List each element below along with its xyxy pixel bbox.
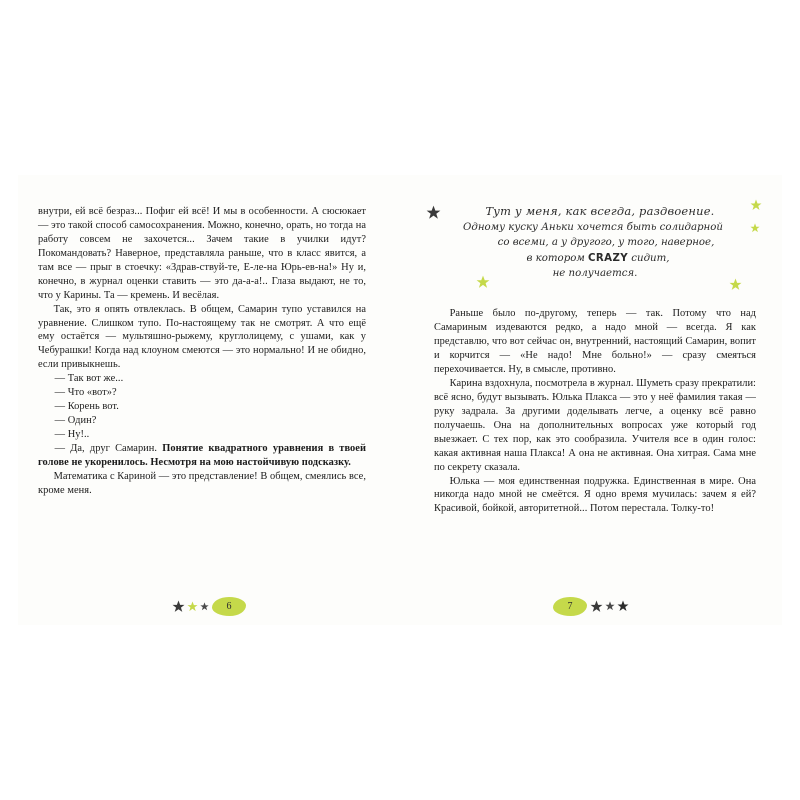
dialog-line: — Что «вот»?: [54, 387, 117, 399]
star-icon: [590, 600, 603, 613]
paragraph-bold-text: Понятие квадратного уравнения в твоей голове не укоренилось. Несмотря на мою настойчивую подсказку.: [38, 442, 366, 468]
star-icon: [426, 205, 441, 220]
folio-group: [172, 597, 246, 616]
star-icon: [750, 199, 762, 211]
paragraph: внутри, ей всё безраз... Пофиг ей всё! И мы в особенности. А сюсюкает — это такой способ самосохранения. Можно, конечно, орать, но тогда на работу совсем не захочется... Зачем такие в училки идут? Покомандовать? Наверное, представляла раньше, что в класс явится, а там все — прыг в стоечку: «Здрав-ствуй-те, Е-ле-на Юрь-ев-на!» Ну и, конечно, в журнал оценки ставить — это да-а-а!.. Глаза выдают, не то, что у Карины. Та — кремень. И весёлая.: [38, 206, 366, 301]
left-page-footer: [18, 593, 400, 619]
paragraph: Раньше было по-другому, теперь — так. Потому что над Самариным издеваются редко, а надо мной — всегда. Я как представлю, что вот сейчас он, внутренний, настоящий Самарин, вопит и корчится — «Не надо! Мне больно!» — сразу смеяться перехочивается. Ну, в смысле, противно.: [434, 308, 756, 376]
star-icon: [729, 278, 742, 291]
handwritten-note: [434, 197, 756, 291]
star-icon: [617, 600, 629, 612]
dialog-line: — Один?: [54, 415, 97, 427]
handwritten-line-3: со всеми, а у другого, у того, наверное,: [497, 237, 715, 249]
open-book: [18, 175, 782, 625]
star-icon: [187, 601, 198, 612]
paragraph: Карина вздохнула, посмотрела в журнал. Шуметь сразу прекратили: всё ясно, будут вызывать. Юлька Плакса — это у неё фамилия такая — руку задрала. За другими доделывать легче, а оценку всё равно получаешь. Она на дополнительных вопросах уже который год выезжает. С тех пор, как это сообразила. Учителя все в один голос: какая активная наша Плакса! А она не активная. Она хитрая. Сама мне по секрету сказала.: [434, 377, 756, 473]
right-page: [400, 175, 782, 625]
page-number: 7: [567, 600, 573, 612]
star-cluster-left: [172, 600, 209, 613]
left-page: [18, 175, 400, 625]
star-icon: [476, 275, 490, 289]
left-page-text: [38, 205, 366, 498]
star-icon: [750, 223, 760, 233]
paragraph-emphasized: [38, 442, 366, 470]
right-page-text: [434, 307, 756, 516]
handwritten-line-4-pre: в котором: [526, 252, 589, 264]
right-page-footer: [400, 593, 782, 619]
dialog-line: — Корень вот.: [54, 401, 119, 413]
handwritten-line-1: Тут у меня, как всегда, раздвоение.: [485, 204, 715, 218]
paragraph: Так, это я опять отвлеклась. В общем, Самарин тупо уставился на уравнение. Слишком тупо. По-настоящему так не смотрят. А что ещё ему остаётся — мультяшно-рыжему, круглолицему, с ушами, как у Чебурашки! Когда над клоуном смеются — это нормально! И не обидно, если привыкнешь.: [38, 303, 366, 371]
paragraph: Юлька — моя единственная подружка. Единственная в мире. Она никогда надо мной не смеётся. Я одно время мучилась: зачем я ей? Красивой, бойкой, авторитетной... Потом перестала. Толку-то!: [434, 475, 756, 515]
handwritten-line-4: [450, 251, 746, 266]
handwritten-line-4-post: сидит,: [628, 252, 670, 264]
handwritten-line-2: Одному куску Аньки хочется быть солидарной: [463, 222, 723, 234]
dialog-line: — Так вот же...: [54, 373, 124, 385]
star-icon: [200, 602, 209, 611]
star-cluster-right: [590, 600, 629, 613]
star-icon: [172, 600, 185, 613]
dialog-line: — Ну!..: [54, 429, 90, 440]
page-number-badge: [212, 597, 246, 616]
handwritten-line-5: не получается.: [552, 268, 638, 279]
star-icon: [605, 601, 615, 611]
handwritten-crazy-word: CRAZY: [588, 252, 629, 264]
page-number-badge: [553, 597, 587, 616]
page-number: 6: [226, 600, 232, 612]
paragraph: Математика с Кариной — это представление! В общем, смеялись все, кроме меня.: [38, 470, 366, 496]
folio-group: [553, 597, 629, 616]
paragraph-lead: — Да, друг Самарин.: [54, 442, 163, 454]
